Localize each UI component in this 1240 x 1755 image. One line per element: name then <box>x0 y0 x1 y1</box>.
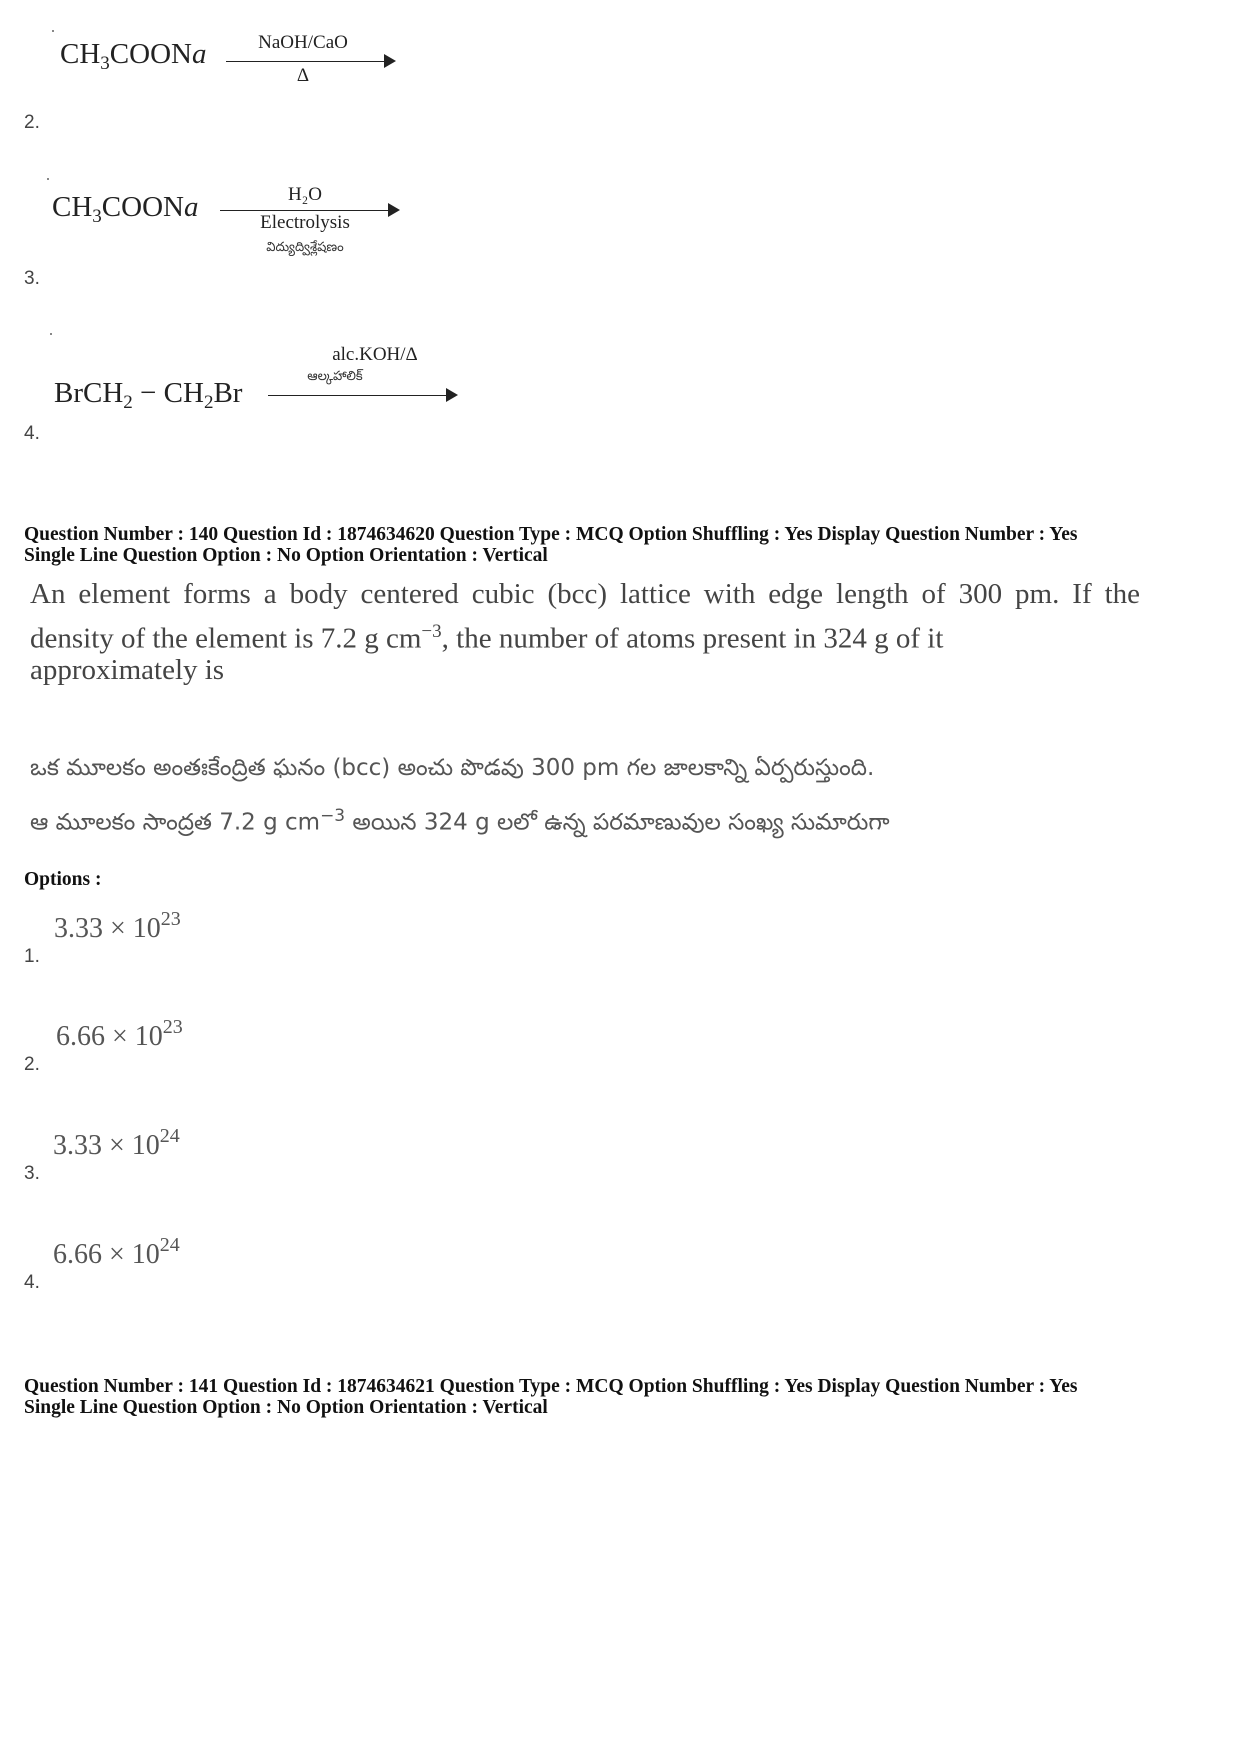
option-number: 3. <box>24 1163 40 1184</box>
question-text-te-line2: ఆ మూలకం సాంద్రత 7.2 g $cm^{-3}$ అయిన 324 g లలో ఉన్న పరమాణువుల సంఖ్య సుమారుగా <box>30 806 890 836</box>
reagent-above: alc.KOH/Δ <box>332 344 418 365</box>
condition-below: Δ <box>296 65 310 86</box>
option-number: 1. <box>24 946 40 967</box>
option-1[interactable]: $3.33 \times 10^{23}$ <box>54 908 181 944</box>
reaction-option-2: $CH_3COONa$ <box>60 38 207 74</box>
reaction-option-4: BrCH$_2$ − $CH_2Br$ <box>54 377 243 413</box>
option-2[interactable]: $6.66 \times 10^{23}$ <box>56 1016 183 1052</box>
condition-below: Electrolysis <box>260 212 350 233</box>
option-3[interactable]: $3.33 \times 10^{24}$ <box>53 1125 180 1161</box>
stray-dot <box>50 333 52 335</box>
question-text-en-line1: An element forms a body centered cubic (bcc) lattice with edge length of 300 pm. If the <box>30 578 1140 610</box>
option-number: 2. <box>24 112 40 133</box>
options-label: Options : <box>24 869 102 890</box>
reagent-above: H₂O <box>287 184 323 205</box>
reagent-above: NaOH/CaO <box>258 32 348 53</box>
option-number: 2. <box>24 1054 40 1075</box>
reagent-telugu: ఆల్కహాలిక్ <box>307 369 363 384</box>
question-text-en-line2: density of the element is 7.2 g $cm^{-3}$, the number of atoms present in 324 g of it <box>30 621 944 655</box>
stray-dot <box>52 30 54 32</box>
question-text-te-line1: ఒక మూలకం అంతఃకేంద్రిత ఘనం (bcc) అంచు పొడవు 300 pm గల జాలకాన్ని ఏర్పరుస్తుంది. <box>30 755 875 781</box>
option-4[interactable]: $6.66 \times 10^{24}$ <box>53 1234 180 1270</box>
question-text-en-line3: approximately is <box>30 654 225 686</box>
option-number: 4. <box>24 1272 40 1293</box>
question-meta-line2: Single Line Question Option : No Option Orientation : Vertical <box>24 1397 548 1418</box>
question-meta-line2: Single Line Question Option : No Option Orientation : Vertical <box>24 545 548 566</box>
condition-below-telugu: విద్యుద్విశ్లేషణం <box>266 240 344 255</box>
option-number: 4. <box>24 423 40 444</box>
reaction-option-3: $CH_3COONa$ <box>52 191 199 227</box>
question-meta-line1: Question Number : 140 Question Id : 1874634620 Question Type : MCQ Option Shuffling : Yes Display Question Number : Yes <box>24 524 1078 545</box>
question-meta-line1: Question Number : 141 Question Id : 1874634621 Question Type : MCQ Option Shuffling : Yes Display Question Number : Yes <box>24 1376 1078 1397</box>
option-number: 3. <box>24 268 40 289</box>
stray-dot <box>47 178 49 180</box>
